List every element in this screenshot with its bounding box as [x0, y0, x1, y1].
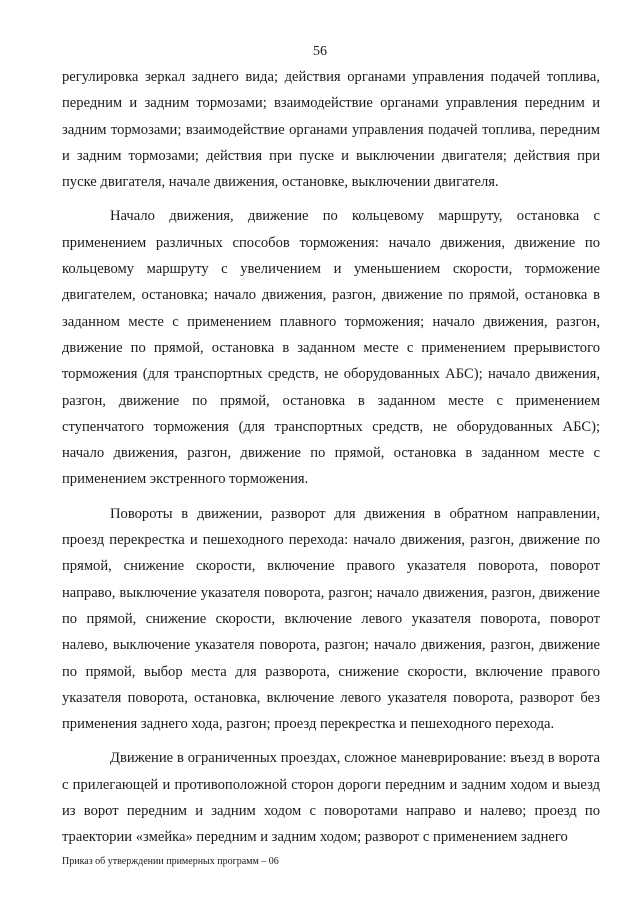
- paragraph-2: Начало движения, движение по кольцевому маршруту, остановка с применением различных способов торможения: начало движения, движение по кольцевому маршруту с увеличением и уменьшением скорости, торможение двигателем, остановка; начало движения, разгон, движение по прямой, остановка в заданном месте с применением плавного торможения; начало движения, разгон, движение по прямой, остановка в заданном месте с применением прерывистого торможения (для транспортных средств, не оборудованных АБС); начало движения, разгон, движение по прямой, остановка в заданном месте с применением ступенчатого торможения (для транспортных средств, не оборудованных АБС); начало движения, разгон, движение по прямой, остановка в заданном месте с применением экстренного торможения.: [62, 208, 600, 488]
- page-footer: Приказ об утверждении примерных программ – 06: [62, 856, 279, 867]
- paragraph-3: Повороты в движении, разворот для движения в обратном направлении, проезд перекрестка и пешеходного перехода: начало движения, разгон, движение по прямой, снижение скорости, включение правого указателя поворота, поворот направо, выключение указателя поворота, разгон; начало движения, разгон, движение по прямой, снижение скорости, включение левого указателя поворота, поворот налево, выключение указателя поворота, разгон; начало движения, разгон, движение по прямой, выбор места для разворота, снижение скорости, включение правого указателя поворота, остановка, включение левого указателя поворота, разворот без применения заднего хода, разгон; проезд перекрестка и пешеходного перехода.: [62, 505, 600, 733]
- body-text: [62, 64, 600, 851]
- page-number: 56: [313, 44, 327, 59]
- paragraph-1: регулировка зеркал заднего вида; действия органами управления подачей топлива, передним и задним тормозами; взаимодействие органами управления передним и задним тормозами; взаимодействие органами управления подачей топлива, передним и задним тормозами; действия при пуске и выключении двигателя; действия при пуске двигателя, начале движения, остановке, выключении двигателя.: [62, 69, 600, 191]
- paragraph-4: Движение в ограниченных проездах, сложное маневрирование: въезд в ворота с прилегающей и противоположной сторон дороги передним и задним ходом и выезд из ворот передним и задним ходом с поворотами направо и налево; проезд по траектории «змейка» передним и задним ходом; разворот с применением заднего: [62, 750, 600, 846]
